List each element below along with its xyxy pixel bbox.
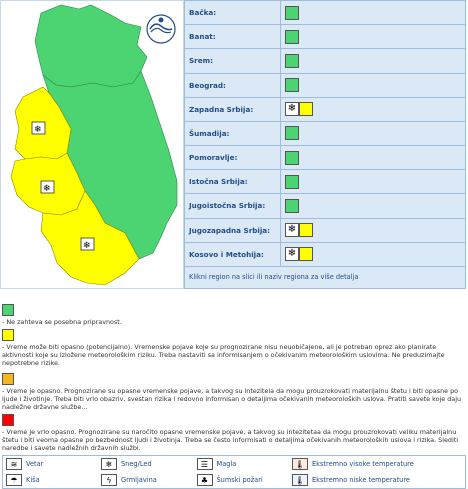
snow-ice-icon: ❄ xyxy=(285,247,299,261)
icon-legend-item xyxy=(194,472,290,489)
rain-icon: ☂ xyxy=(6,474,22,486)
region-name[interactable]: Kosovo i Metohija: xyxy=(185,242,281,266)
status-yellow xyxy=(299,223,313,237)
low-temperature-icon: 🌡 xyxy=(292,474,308,486)
status-green xyxy=(285,30,299,44)
high-temperature-icon: 🌡 xyxy=(292,458,308,470)
legend-orange xyxy=(2,373,466,411)
status-green xyxy=(285,6,299,20)
region-name[interactable]: Pomoravlje: xyxy=(185,146,281,170)
region-row-istocna-srbija[interactable] xyxy=(185,170,466,194)
legend-green xyxy=(2,304,466,326)
status-yellow xyxy=(299,247,313,261)
wind-icon: ≋ xyxy=(6,458,22,470)
status-green xyxy=(285,54,299,68)
snow-ice-icon: ❄ xyxy=(101,458,117,470)
region-name[interactable]: Zapadna Srbija: xyxy=(185,97,281,121)
icon-legend-label: Vetar xyxy=(26,460,44,468)
icon-legend-item xyxy=(3,456,99,473)
forest-fire-icon: ♣ xyxy=(197,474,213,486)
region-name[interactable]: Jugoistočna Srbija: xyxy=(185,194,281,218)
region-name[interactable]: Istočna Srbija: xyxy=(185,170,281,194)
fog-icon: ☰ xyxy=(197,458,213,470)
legend-green-text: - Ne zahteva se posebna pripravnost. xyxy=(2,318,122,326)
icon-legend-item xyxy=(289,472,466,489)
region-name[interactable]: Šumadija: xyxy=(185,121,281,145)
region-name[interactable]: Srem: xyxy=(185,49,281,73)
region-name[interactable]: Banat: xyxy=(185,25,281,49)
status-green xyxy=(285,199,299,213)
legend-green-swatch xyxy=(2,304,14,316)
region-row-zapadna-srbija[interactable] xyxy=(185,97,466,121)
map-region-north[interactable] xyxy=(35,5,147,87)
legend-yellow-swatch xyxy=(2,329,14,341)
serbia-map-svg xyxy=(1,1,185,290)
status-yellow xyxy=(299,102,313,116)
icon-legend-label: Ekstremno visoke temperature xyxy=(312,460,414,468)
region-row-jugozapadna-srbija[interactable] xyxy=(185,218,466,242)
region-row-jugoistocna-srbija[interactable] xyxy=(185,194,466,218)
legend-orange-swatch xyxy=(2,373,14,385)
snow-ice-icon: ❄ xyxy=(285,223,299,237)
snow-ice-icon: ❄ xyxy=(83,241,91,251)
thunderstorm-icon: ϟ xyxy=(101,474,117,486)
icon-legend-item xyxy=(3,472,99,489)
snow-ice-icon: ❄ xyxy=(34,125,42,135)
region-name[interactable]: Bačka: xyxy=(185,1,281,25)
region-row-banat[interactable] xyxy=(185,25,466,49)
icon-legend-table xyxy=(2,455,466,489)
icon-legend-item xyxy=(194,456,290,473)
icon-legend-label: Ekstremno niske temperature xyxy=(312,476,410,484)
snow-ice-icon: ❄ xyxy=(43,184,51,194)
region-name[interactable]: Beograd: xyxy=(185,73,281,97)
region-row-sumadija[interactable] xyxy=(185,121,466,145)
status-green xyxy=(285,175,299,189)
region-row-pomoravlje[interactable] xyxy=(185,146,466,170)
icon-legend-item xyxy=(98,456,194,473)
icon-legend-item xyxy=(98,472,194,489)
status-green xyxy=(285,126,299,140)
icon-legend-label: Magla xyxy=(216,460,237,468)
warning-map xyxy=(0,0,184,289)
table-footer-hint: Klikni region na slici ili naziv regiona za više detalja xyxy=(185,266,466,288)
logo xyxy=(147,15,175,43)
legend-yellow xyxy=(2,329,466,367)
legend-red-text: - Vreme je vrlo opasno. Prognozirane su naročito opasne vremenske pojave, a takvog su intezitetaa da mogu prouzrokovati veliku materijalnu štetu i biti veoma opasne po bezbednost ljudi i životinja. Treba se često informisati o detaljima očekivanih meteoroloških uslova i rizika. Slediti naredbe i savete nadležnih državnih službi. xyxy=(2,428,459,452)
status-green xyxy=(285,151,299,165)
region-row-backa[interactable] xyxy=(185,1,466,25)
region-table xyxy=(184,0,466,289)
legend-red-swatch xyxy=(2,414,14,426)
icon-legend-label: Šumski požari xyxy=(216,476,263,484)
icon-legend-label: Kiša xyxy=(26,476,40,484)
icon-legend-item xyxy=(289,456,466,473)
region-row-kosovo-i-metohija[interactable] xyxy=(185,242,466,266)
status-green xyxy=(285,78,299,92)
legend-red xyxy=(2,414,466,452)
icon-legend-label: Grmljavina xyxy=(121,476,157,484)
icon-legend-label: Sneg/Led xyxy=(121,460,152,468)
region-row-srem[interactable] xyxy=(185,49,466,73)
region-name[interactable]: Jugozapadna Srbija: xyxy=(185,218,281,242)
region-row-beograd[interactable] xyxy=(185,73,466,97)
snow-ice-icon: ❄ xyxy=(285,102,299,116)
legend-yellow-text: - Vreme može biti opasno (potencijalno). Vremenske pojave koje su prognozirane nisu neuobičajene, ali je potreban oprez ako planirate aktivnosti koje su izložene meteorološkim riziku. Treba nastaviti sa informisanjem o očekivanim meteorološkim uslovima. Ne preduzimajte nepotrebne rizike. xyxy=(2,343,445,367)
legend-orange-text: - Vreme je opasno. Prognozirane su opasne vremenske pojave, a takvog su intezitela da mogu prouzrokovati materijalnu štetu i biti opasne po ljude i životinje. Treba biti vrlo obazriv, svestan rizika i redovno informisan o detaljima očekivanih meteoroloških uslova. Pratiti savete koje daju nadležne državne službe... xyxy=(2,387,462,411)
